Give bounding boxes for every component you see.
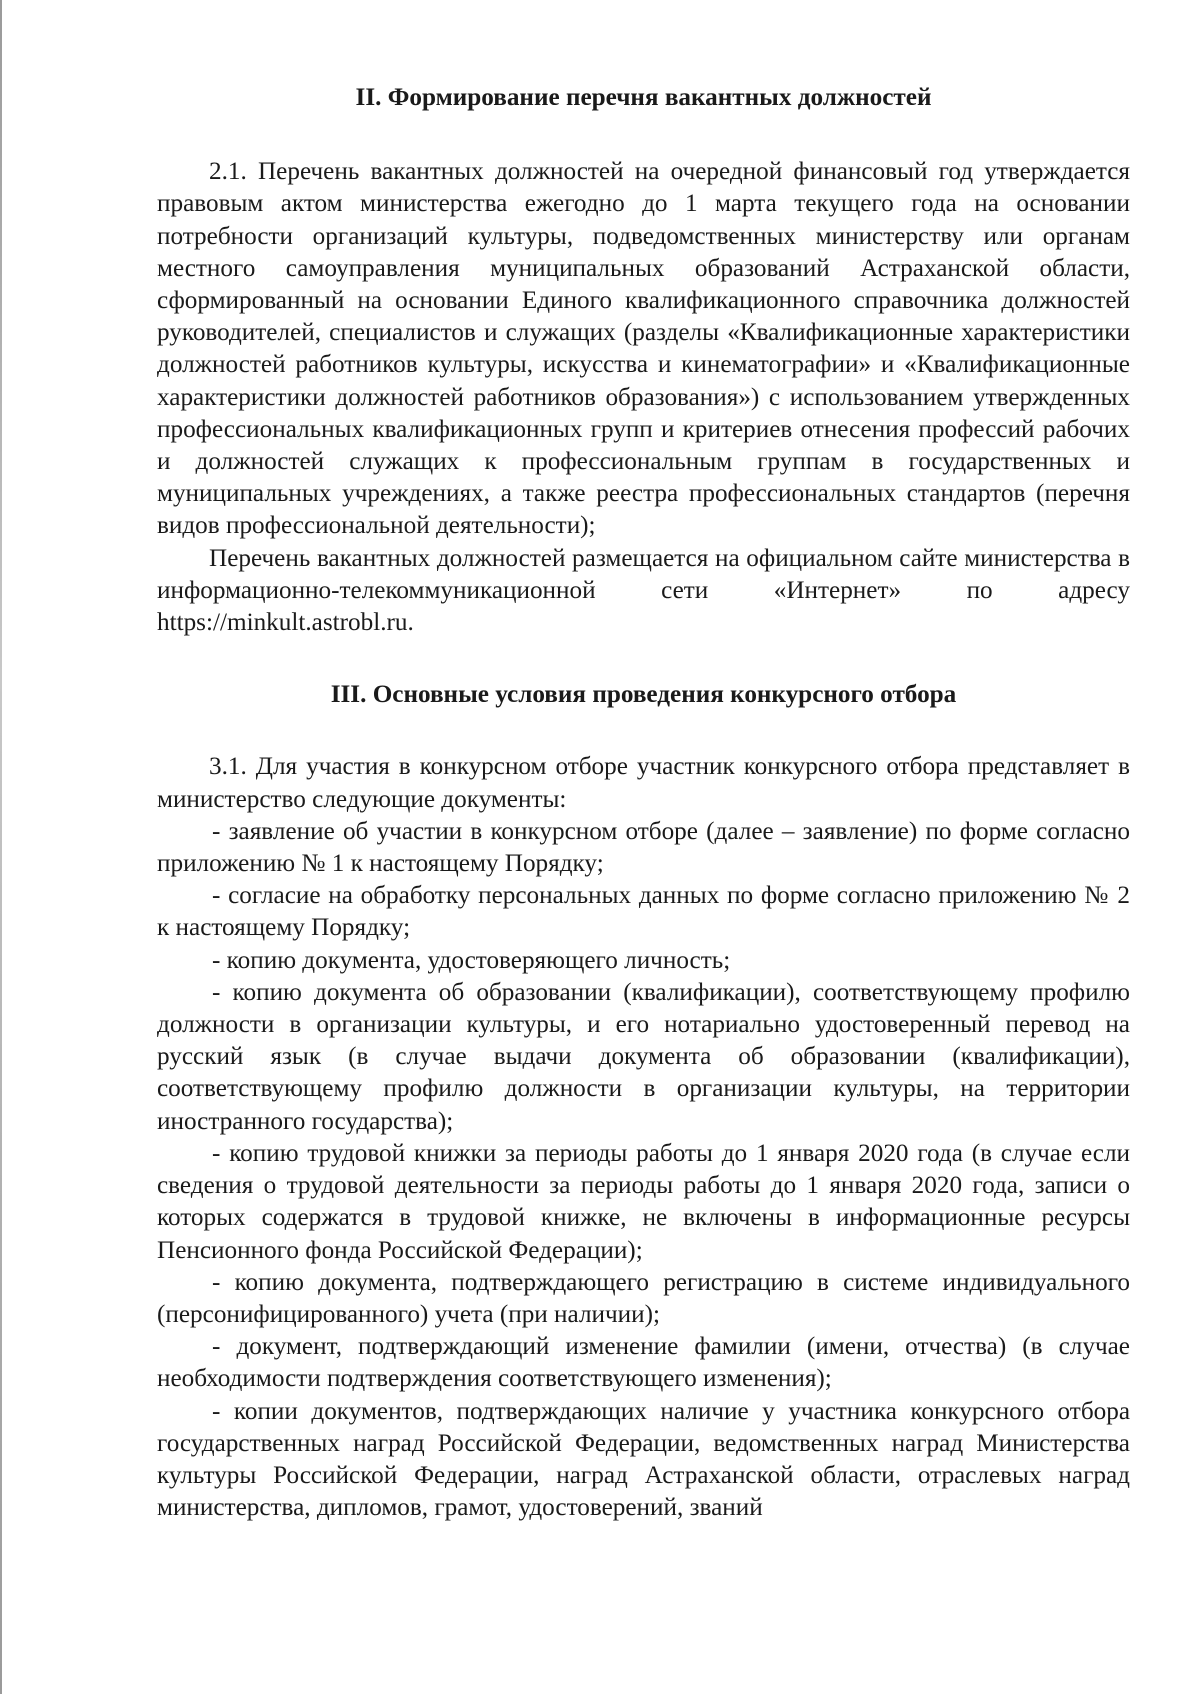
document-list-item: - копию документа, подтверждающего регистрацию в системе индивидуального (персонифицированного) учета (при наличии); [157,1268,1130,1328]
document-list-item: - копию документа, удостоверяющего личность; [212,946,731,974]
document-list-item: - копию трудовой книжки за периоды работы до 1 января 2020 года (в случае если сведения о трудовой деятельности за периоды работы до 1 января 2020 года, записи о которых содержатся в трудовой книжке, не включены в информационные ресурсы Пенсионного фонда Российской Федерации); [157,1139,1130,1264]
document-list-item: - копии документов, подтверждающих наличие у участника конкурсного отбора государственных наград Российской Федерации, ведомственных наград Министерства культуры Российской Федерации, наград Астраханской области, отраслевых наград министерства, дипломов, грамот, удостоверений, званий [157,1397,1130,1522]
paragraph-vacancy-publication: Перечень вакантных должностей размещается на официальном сайте министерства в информационно-телекоммуникационной сети «Интернет» по адресу https://minkult.astrobl.ru. [157,544,1130,637]
document-list-item: - документ, подтверждающий изменение фамилии (имени, отчества) (в случае необходимости подтверждения соответствующего изменения); [157,1333,1130,1393]
document-list-item: - копию документа об образовании (квалификации), соответствующему профилю должности в организации культуры, и его нотариально удостоверенный перевод на русский язык (в случае выдачи документа об образовании (квалификации), соответствующему профилю должности в организации культуры, на территории иностранного государства); [157,978,1130,1135]
document-list-item: - согласие на обработку персональных данных по форме согласно приложению № 2 к настоящему Порядку; [157,882,1130,942]
scan-page-edge [0,0,2,1694]
document-list-item: - заявление об участии в конкурсном отборе (далее – заявление) по форме согласно приложению № 1 к настоящему Порядку; [157,817,1130,878]
paragraph-2-1: 2.1. Перечень вакантных должностей на очередной финансовый год утверждается правовым актом министерства ежегодно до 1 марта текущего года на основании потребности организаций культуры, подведомственных министерству или органам местного самоуправления муниципальных образований Астраханской области, сформированный на основании Единого квалификационного справочника должностей руководителей, специалистов и служащих (разделы «Квалификационные характеристики должностей работников культуры, искусства и кинематографии» и «Квалификационные характеристики должностей работников образования») с использованием утвержденных профессиональных квалификационных групп и критериев отнесения профессий рабочих и должностей служащих к профессиональным группам в государственных и муниципальных учреждениях, а также реестра профессиональных стандартов (перечня видов профессиональной деятельности); [157,158,1130,540]
section-3-heading: III. Основные условия проведения конкурсного отбора [330,681,957,709]
document-page [157,82,1130,1524]
paragraph-3-1-intro: 3.1. Для участия в конкурсном отборе участник конкурсного отбора представляет в министерство следующие документы: [157,753,1130,813]
section-2-heading: II. Формирование перечня вакантных должностей [355,84,932,111]
